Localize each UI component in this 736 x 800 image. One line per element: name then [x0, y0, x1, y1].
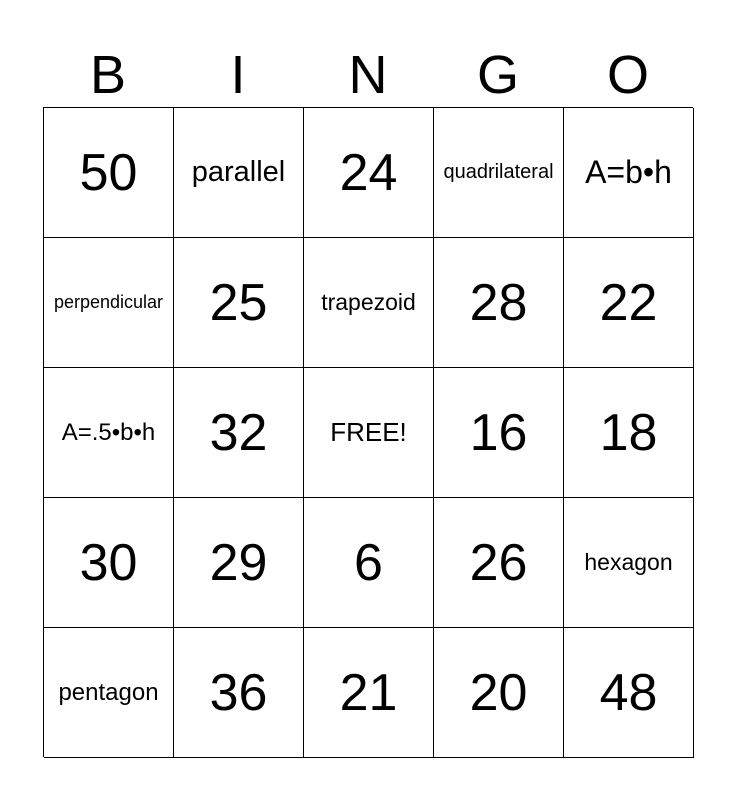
bingo-cell[interactable]: 48 [564, 628, 694, 758]
bingo-cell[interactable]: 26 [434, 498, 564, 628]
bingo-cell[interactable]: 6 [304, 498, 434, 628]
header-letter-o: O [606, 45, 649, 105]
bingo-cell[interactable]: quadrilateral [434, 108, 564, 238]
bingo-cell[interactable]: 36 [174, 628, 304, 758]
bingo-cell[interactable]: 28 [434, 238, 564, 368]
bingo-cell[interactable]: 22 [564, 238, 694, 368]
bingo-cell[interactable]: perpendicular [44, 238, 174, 368]
bingo-cell[interactable]: 50 [44, 108, 174, 238]
header-letter-b: B [89, 45, 127, 105]
bingo-cell[interactable]: 18 [564, 368, 694, 498]
bingo-cell[interactable]: A=.5•b•h [44, 368, 174, 498]
bingo-cell[interactable]: hexagon [564, 498, 694, 628]
bingo-cell[interactable]: 25 [174, 238, 304, 368]
bingo-cell[interactable]: trapezoid [304, 238, 434, 368]
header-letter-i: I [230, 45, 246, 105]
header-letter-n: N [348, 45, 388, 105]
bingo-cell[interactable]: pentagon [44, 628, 174, 758]
bingo-board [43, 107, 693, 757]
bingo-cell[interactable]: 21 [304, 628, 434, 758]
bingo-header [43, 44, 693, 106]
bingo-cell[interactable]: 16 [434, 368, 564, 498]
bingo-cell[interactable]: A=b•h [564, 108, 694, 238]
header-letter-g: G [476, 45, 519, 105]
bingo-cell[interactable]: 32 [174, 368, 304, 498]
bingo-cell[interactable]: parallel [174, 108, 304, 238]
bingo-cell[interactable]: 20 [434, 628, 564, 758]
bingo-cell[interactable]: 29 [174, 498, 304, 628]
bingo-cell[interactable]: 30 [44, 498, 174, 628]
bingo-cell[interactable]: 24 [304, 108, 434, 238]
free-space-cell[interactable]: FREE! [304, 368, 434, 498]
